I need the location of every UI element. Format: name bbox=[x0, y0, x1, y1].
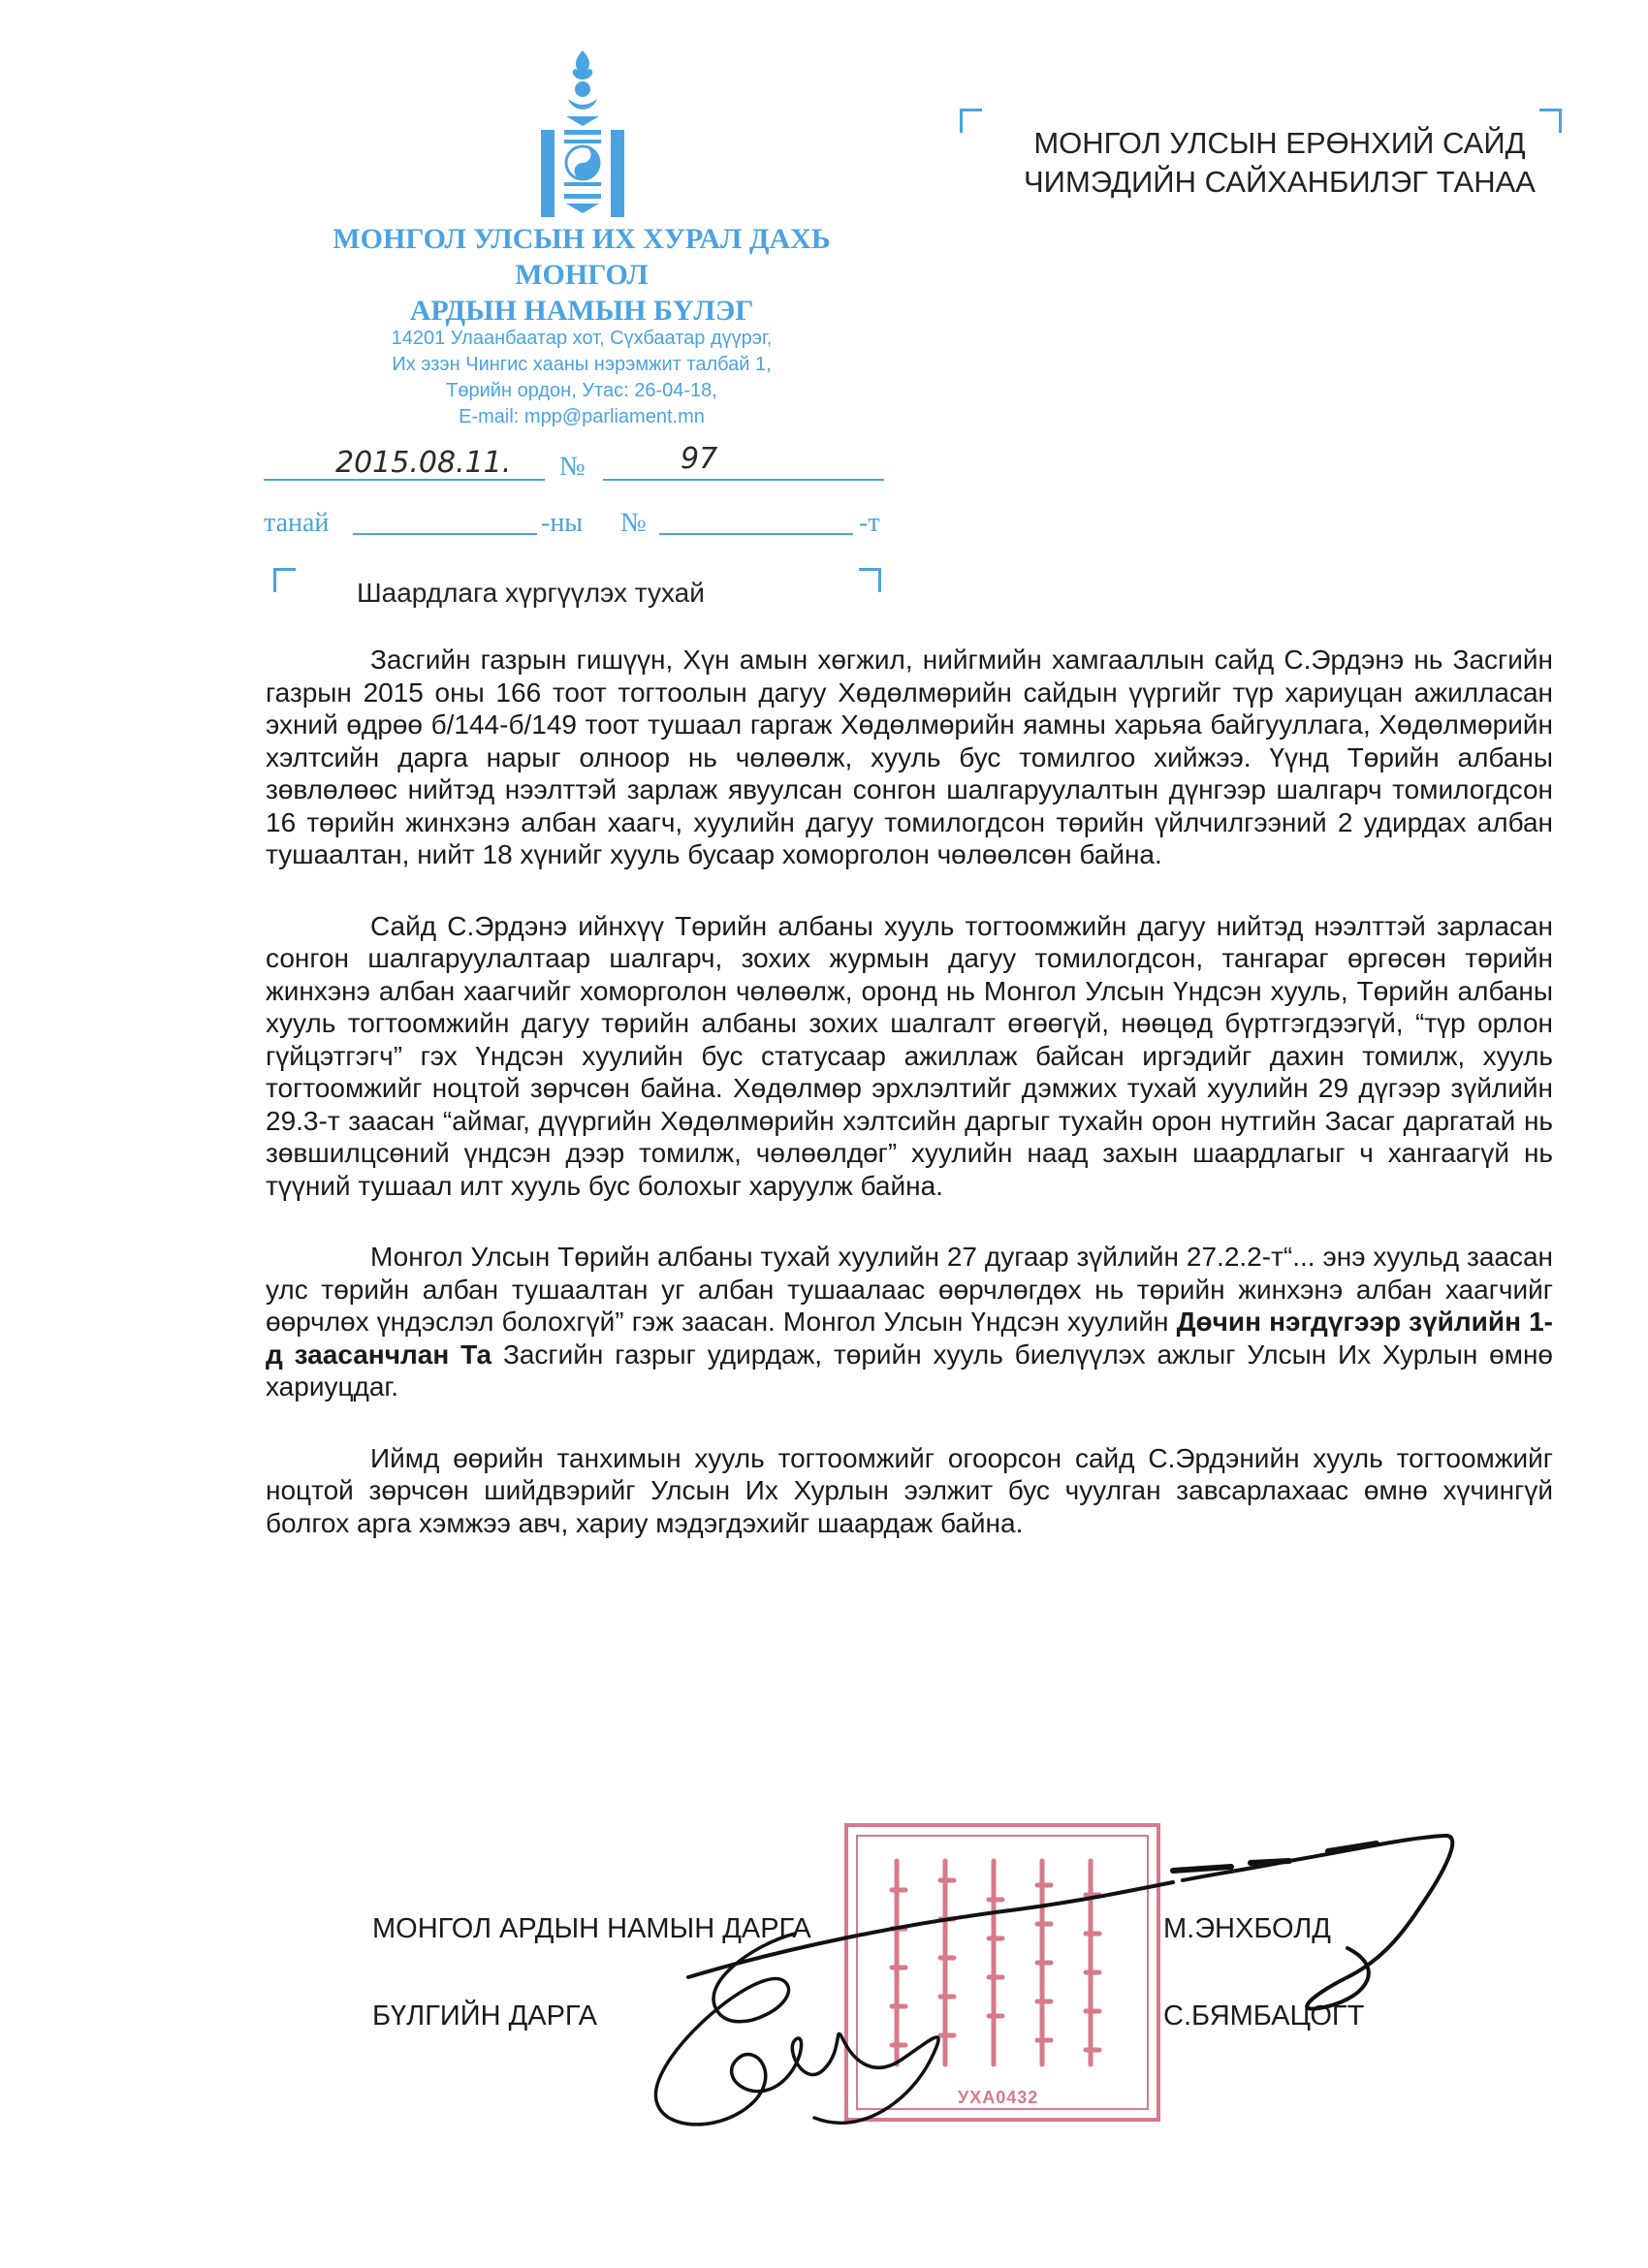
body-paragraph-4: Иймд өөрийн танхимын хууль тогтоомжийг огоорсон сайд С.Эрдэнийн хууль тогтоомжийг ноцтой зөрчсөн шийдвэрийг Улсын Их Хурлын ээлжит бус чуулган завсарлахаас өмнө хүчингүй болгох арга хэмжээ авч, хариу мэдэгдэхийг шаардаж байна. bbox=[266, 1442, 1553, 1538]
recipient-line1: МОНГОЛ УЛСЫН ЕРӨНХИЙ САЙД bbox=[1033, 126, 1526, 160]
organization-address bbox=[320, 326, 843, 430]
body-paragraph-3 bbox=[266, 1241, 1553, 1403]
paragraph-3-start: Монгол Улсын Төрийн албаны тухай хуулийн 27 дугаар зүйлийн 27.2.2-т“... энэ хуульд заасан улс төрийн албан тушаалтан уг албан тушаалаас өөрчлөгдөх нь төрийн жинхэнэ албан хаагчийг өөрчлөх үндэслэл болохгүй” гэж заасан. Монгол Улсын Үндсэн хуулийн bbox=[266, 1242, 1553, 1337]
subject-corner-left bbox=[273, 568, 296, 592]
ref-middle: -ны bbox=[541, 508, 584, 538]
ref-suffix: -т bbox=[859, 508, 880, 538]
reference-line bbox=[264, 504, 894, 549]
address-email: E-mail: mpp@parliament.mn bbox=[459, 406, 705, 427]
body-paragraph-1: Засгийн газрын гишүүн, Хүн амын хөгжил, нийгмийн хамгааллын сайд С.Эрдэнэ нь Засгийн газрын 2015 оны 166 тоот тогтоолын дагуу Хөдөлмөрийн сайдын үүргийг түр хариуцан ажилласан эхний өдрөө б/144-б/149 тоот тушаал гаргаж Хөдөлмөрийн яамны харьяа байгууллага, Хөдөлмөрийн хэлтсийн дарга нарыг олноор нь чөлөөлж, хууль бус томилгоо хийжээ. Үүнд Төрийн албаны зөвлөлөөс нийтэд нээлттэй зарлаж явуулсан сонгон шалгаруулалтын дүнгээр шалгарч томилогдсон 16 төрийн жинхэнэ албан хаагч, хуулийн дагуу томилогдсон төрийн үйлчилгээний 2 удирдах албан тушаалтан, нийт 18 хүнийг хууль бусаар хоморголон чөлөөлсөн байна. bbox=[266, 645, 1553, 869]
ref-date-underline bbox=[353, 533, 537, 535]
ref-prefix: танай bbox=[264, 508, 330, 538]
ref-number-label: № bbox=[620, 508, 647, 538]
state-emblem-icon bbox=[529, 48, 636, 223]
signatory-title-1: МОНГОЛ АРДЫН НАМЫН ДАРГА bbox=[372, 1913, 811, 1944]
stamp-code: УХА0432 bbox=[958, 2088, 1039, 2107]
signatory-name-1: М.ЭНХБОЛД bbox=[1163, 1913, 1331, 1944]
body-paragraph-2: Сайд С.Эрдэнэ ийнхүү Төрийн албаны хууль тогтоомжийн дагуу нийтэд нээлттэй зарласан сонгон шалгаруулалтаар шалгарч, зохих журмын дагуу томилогдсон, тангараг өргөсөн төрийн жинхэнэ албан хаагчийг хоморголон чөлөөлж, оронд нь Монгол Улсын Үндсэн хууль, Төрийн албаны хууль тогтоомжийн дагуу төрийн албаны зохих шалгалт өгөөгүй, нөөцөд бүртгэгдээгүй, “түр орлон гүйцэтгэгч” гэх Үндсэн хуулийн бус статусаар ажиллаж байсан иргэдийг дахин томилж, хууль тогтоомжийг ноцтой зөрчсөн байна. Хөдөлмөр эрхлэлтийг дэмжих тухай хуулийн 29 дүгээр зүйлийн 29.3-т заасан “аймаг, дүүргийн Хөдөлмөрийн хэлтсийн даргыг тухайн орон нутгийн Засаг даргатай нь зөвшилцсөний үндсэн дээр томилж, чөлөөлдөг” хуулийн наад захын шаардлагыг ч хангаагүй нь түүний тушаал илт хууль бус болохыг харуулж байна. bbox=[266, 910, 1553, 1201]
subject-corner-right bbox=[859, 568, 881, 592]
paragraph-3-end: Засгийн газрыг удирдаж, төрийн хууль биелүүлэх ажлыг Улсын Их Хурлын өмнө хариуцдаг. bbox=[266, 1339, 1553, 1402]
org-name-line2: МОНГОЛ bbox=[515, 259, 649, 291]
recipient-block bbox=[969, 124, 1590, 202]
letter-body bbox=[266, 644, 1553, 1539]
number-label: № bbox=[559, 452, 586, 482]
number-handwritten: 97 bbox=[681, 442, 718, 476]
recipient-line2: ЧИМЭДИЙН САЙХАНБИЛЭГ ТАНАА bbox=[1024, 165, 1536, 199]
signatory-title-2: БҮЛГИЙН ДАРГА bbox=[372, 2000, 598, 2032]
ref-number-underline bbox=[659, 533, 853, 535]
address-line: Төрийн ордон, Утас: 26-04-18, bbox=[446, 380, 717, 401]
number-underline bbox=[603, 479, 884, 481]
paragraph-3-bold: Дөчин нэгдүгээр зүйлийн 1-д заасанчлан Та bbox=[266, 1307, 1553, 1370]
date-number-line bbox=[264, 442, 894, 490]
org-name-line1: МОНГОЛ УЛСЫН ИХ ХУРАЛ ДАХЬ bbox=[333, 223, 831, 255]
org-name-line3: АРДЫН НАМЫН БҮЛЭГ bbox=[409, 295, 754, 327]
address-line: 14201 Улаанбаатар хот, Сүхбаатар дүүрэг, bbox=[391, 328, 773, 349]
date-handwritten: 2015.08.11. bbox=[335, 446, 512, 480]
subject-line: Шаардлага хүргүүлэх тухай bbox=[357, 578, 705, 608]
organization-name bbox=[271, 221, 892, 329]
signatory-name-2: С.БЯМБАЦОГТ bbox=[1163, 2000, 1365, 2032]
address-line: Их эзэн Чингис хааны нэрэмжит талбай 1, bbox=[392, 354, 772, 375]
signature-byambatsogt bbox=[640, 1914, 969, 2147]
